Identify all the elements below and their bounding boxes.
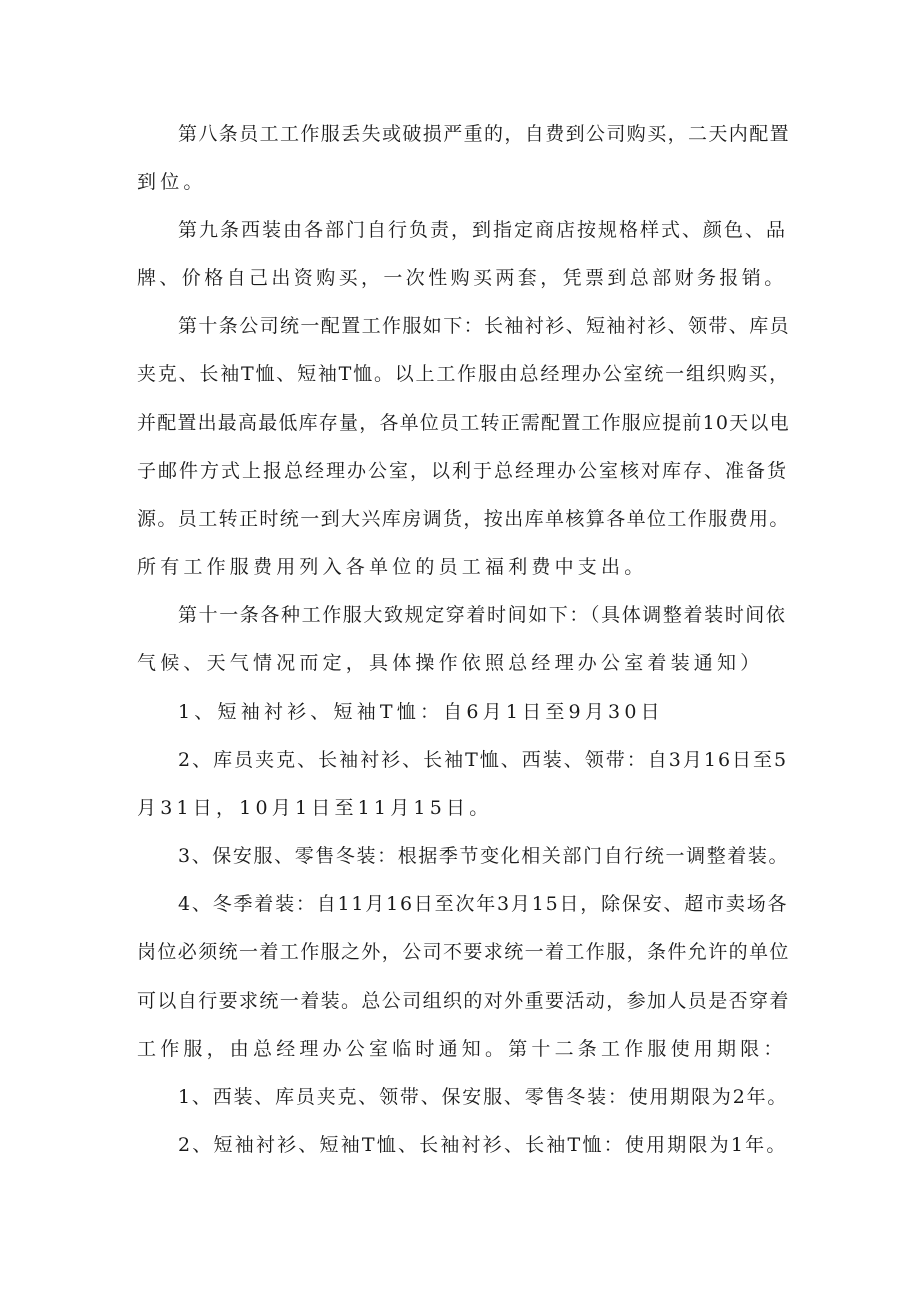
text-line: 到位。 <box>137 171 207 193</box>
text-line: 3、保安服、零售冬装：根据季节变化相关部门自行统一调整着装。 <box>178 845 790 867</box>
text-line: 并配置出最高最低库存量，各单位员工转正需配置工作服应提前10天以电 <box>137 412 790 434</box>
text-line: 第九条西装由各部门自行负责，到指定商店按规格样式、颜色、品 <box>178 219 788 241</box>
text-line: 2、短袖衬衫、短袖T恤、长袖衬衫、长袖T恤：使用期限为1年。 <box>178 1134 788 1156</box>
text-line: 第十一条各种工作服大致规定穿着时间如下：（具体调整着装时间依 <box>178 604 787 626</box>
text-line: 2、库员夹克、长袖衬衫、长袖T恤、西装、领带：自3月16日至5 <box>178 749 789 771</box>
text-line: 源。员工转正时统一到大兴库房调货，按出库单核算各单位工作服费用。 <box>137 508 790 530</box>
text-line: 夹克、长袖T恤、短袖T恤。以上工作服由总经理办公室统一组织购买， <box>137 363 790 385</box>
text-line: 工作服，由总经理办公室临时通知。第十二条工作服使用期限： <box>137 1038 787 1060</box>
text-line: 所有工作服费用列入各单位的员工福利费中支出。 <box>137 556 648 578</box>
text-line: 第十条公司统一配置工作服如下：长袖衬衫、短袖衬衫、领带、库员 <box>178 315 791 337</box>
text-line: 可以自行要求统一着装。总公司组织的对外重要活动，参加人员是否穿着 <box>137 990 790 1012</box>
text-line: 4、冬季着装：自11月16日至次年3月15日，除保安、超市卖场各 <box>178 893 789 915</box>
text-line: 岗位必须统一着工作服之外，公司不要求统一着工作服，条件允许的单位 <box>137 941 790 963</box>
text-line: 1、西装、库员夹克、领带、保安服、零售冬装：使用期限为2年。 <box>178 1086 789 1108</box>
text-line: 月31日，10月1日至11月15日。 <box>137 797 493 819</box>
text-line: 子邮件方式上报总经理办公室，以利于总经理办公室核对库存、准备货 <box>137 460 789 482</box>
text-line: 牌、价格自己出资购买，一次性购买两套，凭票到总部财务报销。 <box>137 267 787 289</box>
text-line: 1、短袖衬衫、短袖T恤：自6月1日至9月30日 <box>178 701 664 723</box>
text-line: 第八条员工工作服丢失或破损严重的，自费到公司购买，二天内配置 <box>178 123 791 145</box>
text-line: 气候、天气情况而定，具体操作依照总经理办公室着装通知） <box>137 652 764 674</box>
